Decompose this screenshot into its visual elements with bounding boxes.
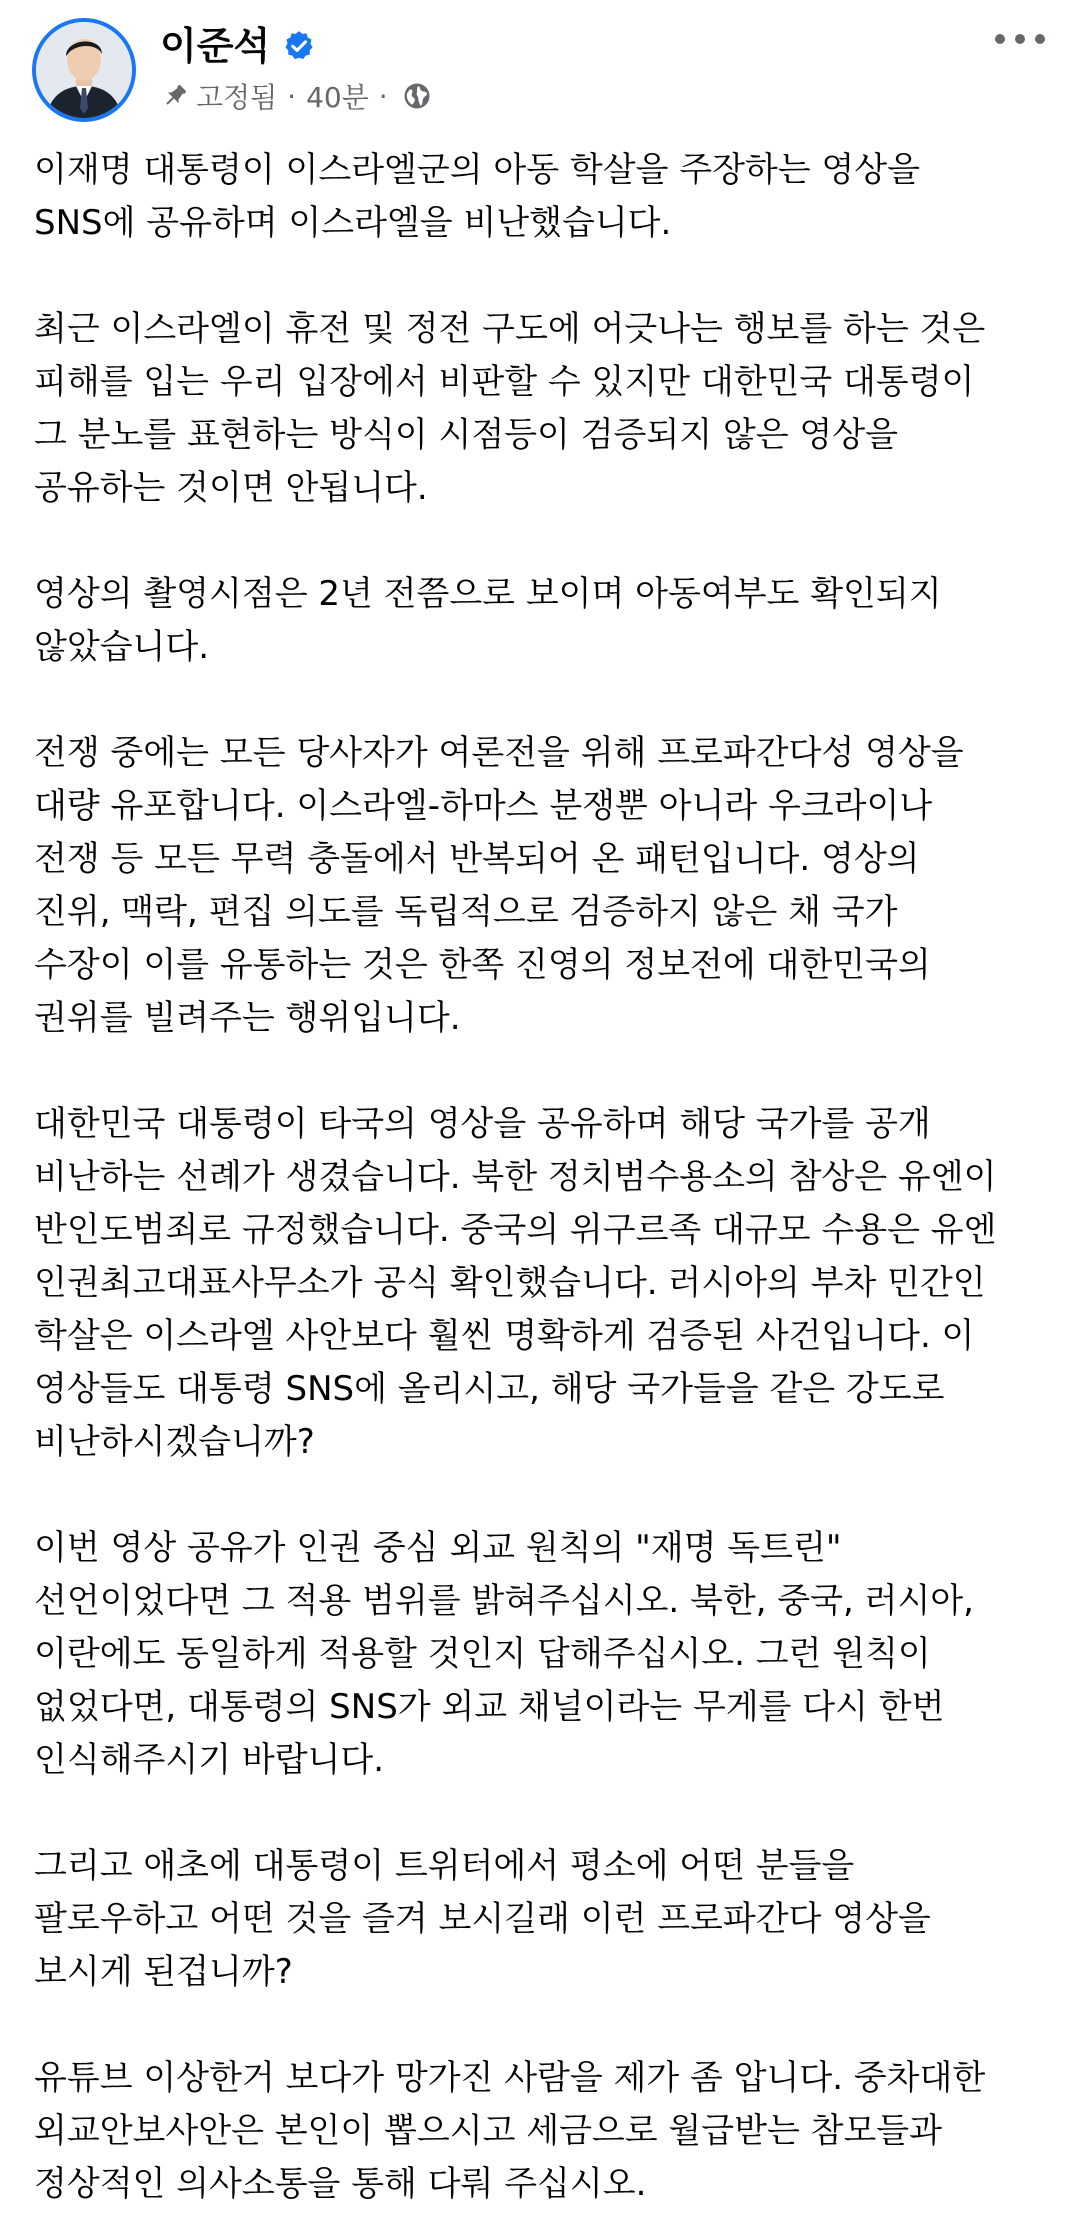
pinned-label: 고정됨 bbox=[196, 81, 278, 114]
post-paragraph: 최근 이스라엘이 휴전 및 정전 구도에 어긋나는 행보를 하는 것은 피해를 입는 우리 입장에서 비판할 수 있지만 대한민국 대통령이 그 분노를 표현하는 방식이 시점등이 검증되지 않은 영상을 공유하는 것이면 안됩니다. bbox=[34, 309, 986, 508]
post-header bbox=[0, 0, 1080, 140]
post-paragraph: 이번 영상 공유가 인권 중심 외교 원칙의 "재명 독트린" 선언이었다면 그 적용 범위를 밝혀주십시오. 북한, 중국, 러시아, 이란에도 동일하게 적용할 것인지 답해주십시오. 그런 원칙이 없었다면, 대통령의 SNS가 외교 채널이라는 무게를 다시 한번 인식해주시기 바랍니다. bbox=[34, 1528, 974, 1780]
more-options-button[interactable] bbox=[980, 14, 1060, 64]
post-paragraph: 전쟁 중에는 모든 당사자가 여론전을 위해 프로파간다성 영상을 대량 유포합니다. 이스라엘-하마스 분쟁뿐 아니라 우크라이나 전쟁 등 모든 무력 충돌에서 반복되어 온 패턴입니다. 영상의 진위, 맥락, 편집 의도를 독립적으로 검증하지 않은 채 국가 수장이 이를 유통하는 것은 한쪽 진영의 정보전에 대한민국의 권위를 빌려주는 행위입니다. bbox=[34, 733, 964, 1038]
post-paragraph: 유튜브 이상한거 보다가 망가진 사람을 제가 좀 압니다. 중차대한 외교안보사안은 본인이 뽑으시고 세금으로 월급받는 참모들과 정상적인 의사소통을 통해 다뤄 주십시오. bbox=[34, 2058, 986, 2204]
more-dots-icon bbox=[990, 31, 1050, 47]
author-line bbox=[160, 18, 316, 74]
post-text bbox=[34, 144, 1054, 2211]
post-paragraph: 그리고 애초에 대통령이 트위터에서 평소에 어떤 분들을 팔로우하고 어떤 것을 즐겨 보시길래 이런 프로파간다 영상을 보시게 된겁니까? bbox=[34, 1846, 931, 1992]
profile-photo bbox=[36, 22, 132, 118]
meta-separator: · bbox=[287, 79, 297, 113]
post-meta bbox=[160, 76, 432, 116]
post-paragraph: 대한민국 대통령이 타국의 영상을 공유하며 해당 국가를 공개 비난하는 선례가 생겼습니다. 북한 정치범수용소의 참상은 유엔이 반인도범죄로 규정했습니다. 중국의 위구르족 대규모 수용은 유엔 인권최고대표사무소가 공식 확인했습니다. 러시아의 부차 민간인 학살은 이스라엘 사안보다 훨씬 명확하게 검증된 사건입니다. 이 영상들도 대통령 SNS에 올리시고, 해당 국가들을 같은 강도로 비난하시겠습니까? bbox=[34, 1104, 997, 1462]
post-time[interactable]: 40분 bbox=[306, 81, 369, 114]
verified-badge-icon bbox=[282, 29, 316, 63]
globe-icon[interactable] bbox=[402, 81, 432, 111]
pin-icon bbox=[160, 81, 190, 111]
avatar[interactable] bbox=[32, 18, 136, 122]
post-paragraph: 영상의 촬영시점은 2년 전쯤으로 보이며 아동여부도 확인되지 않았습니다. bbox=[34, 574, 942, 667]
author-name[interactable]: 이준석 bbox=[160, 24, 271, 68]
meta-separator: · bbox=[378, 79, 388, 113]
post-paragraph: 이재명 대통령이 이스라엘군의 아동 학살을 주장하는 영상을 SNS에 공유하며 이스라엘을 비난했습니다. bbox=[34, 150, 920, 243]
